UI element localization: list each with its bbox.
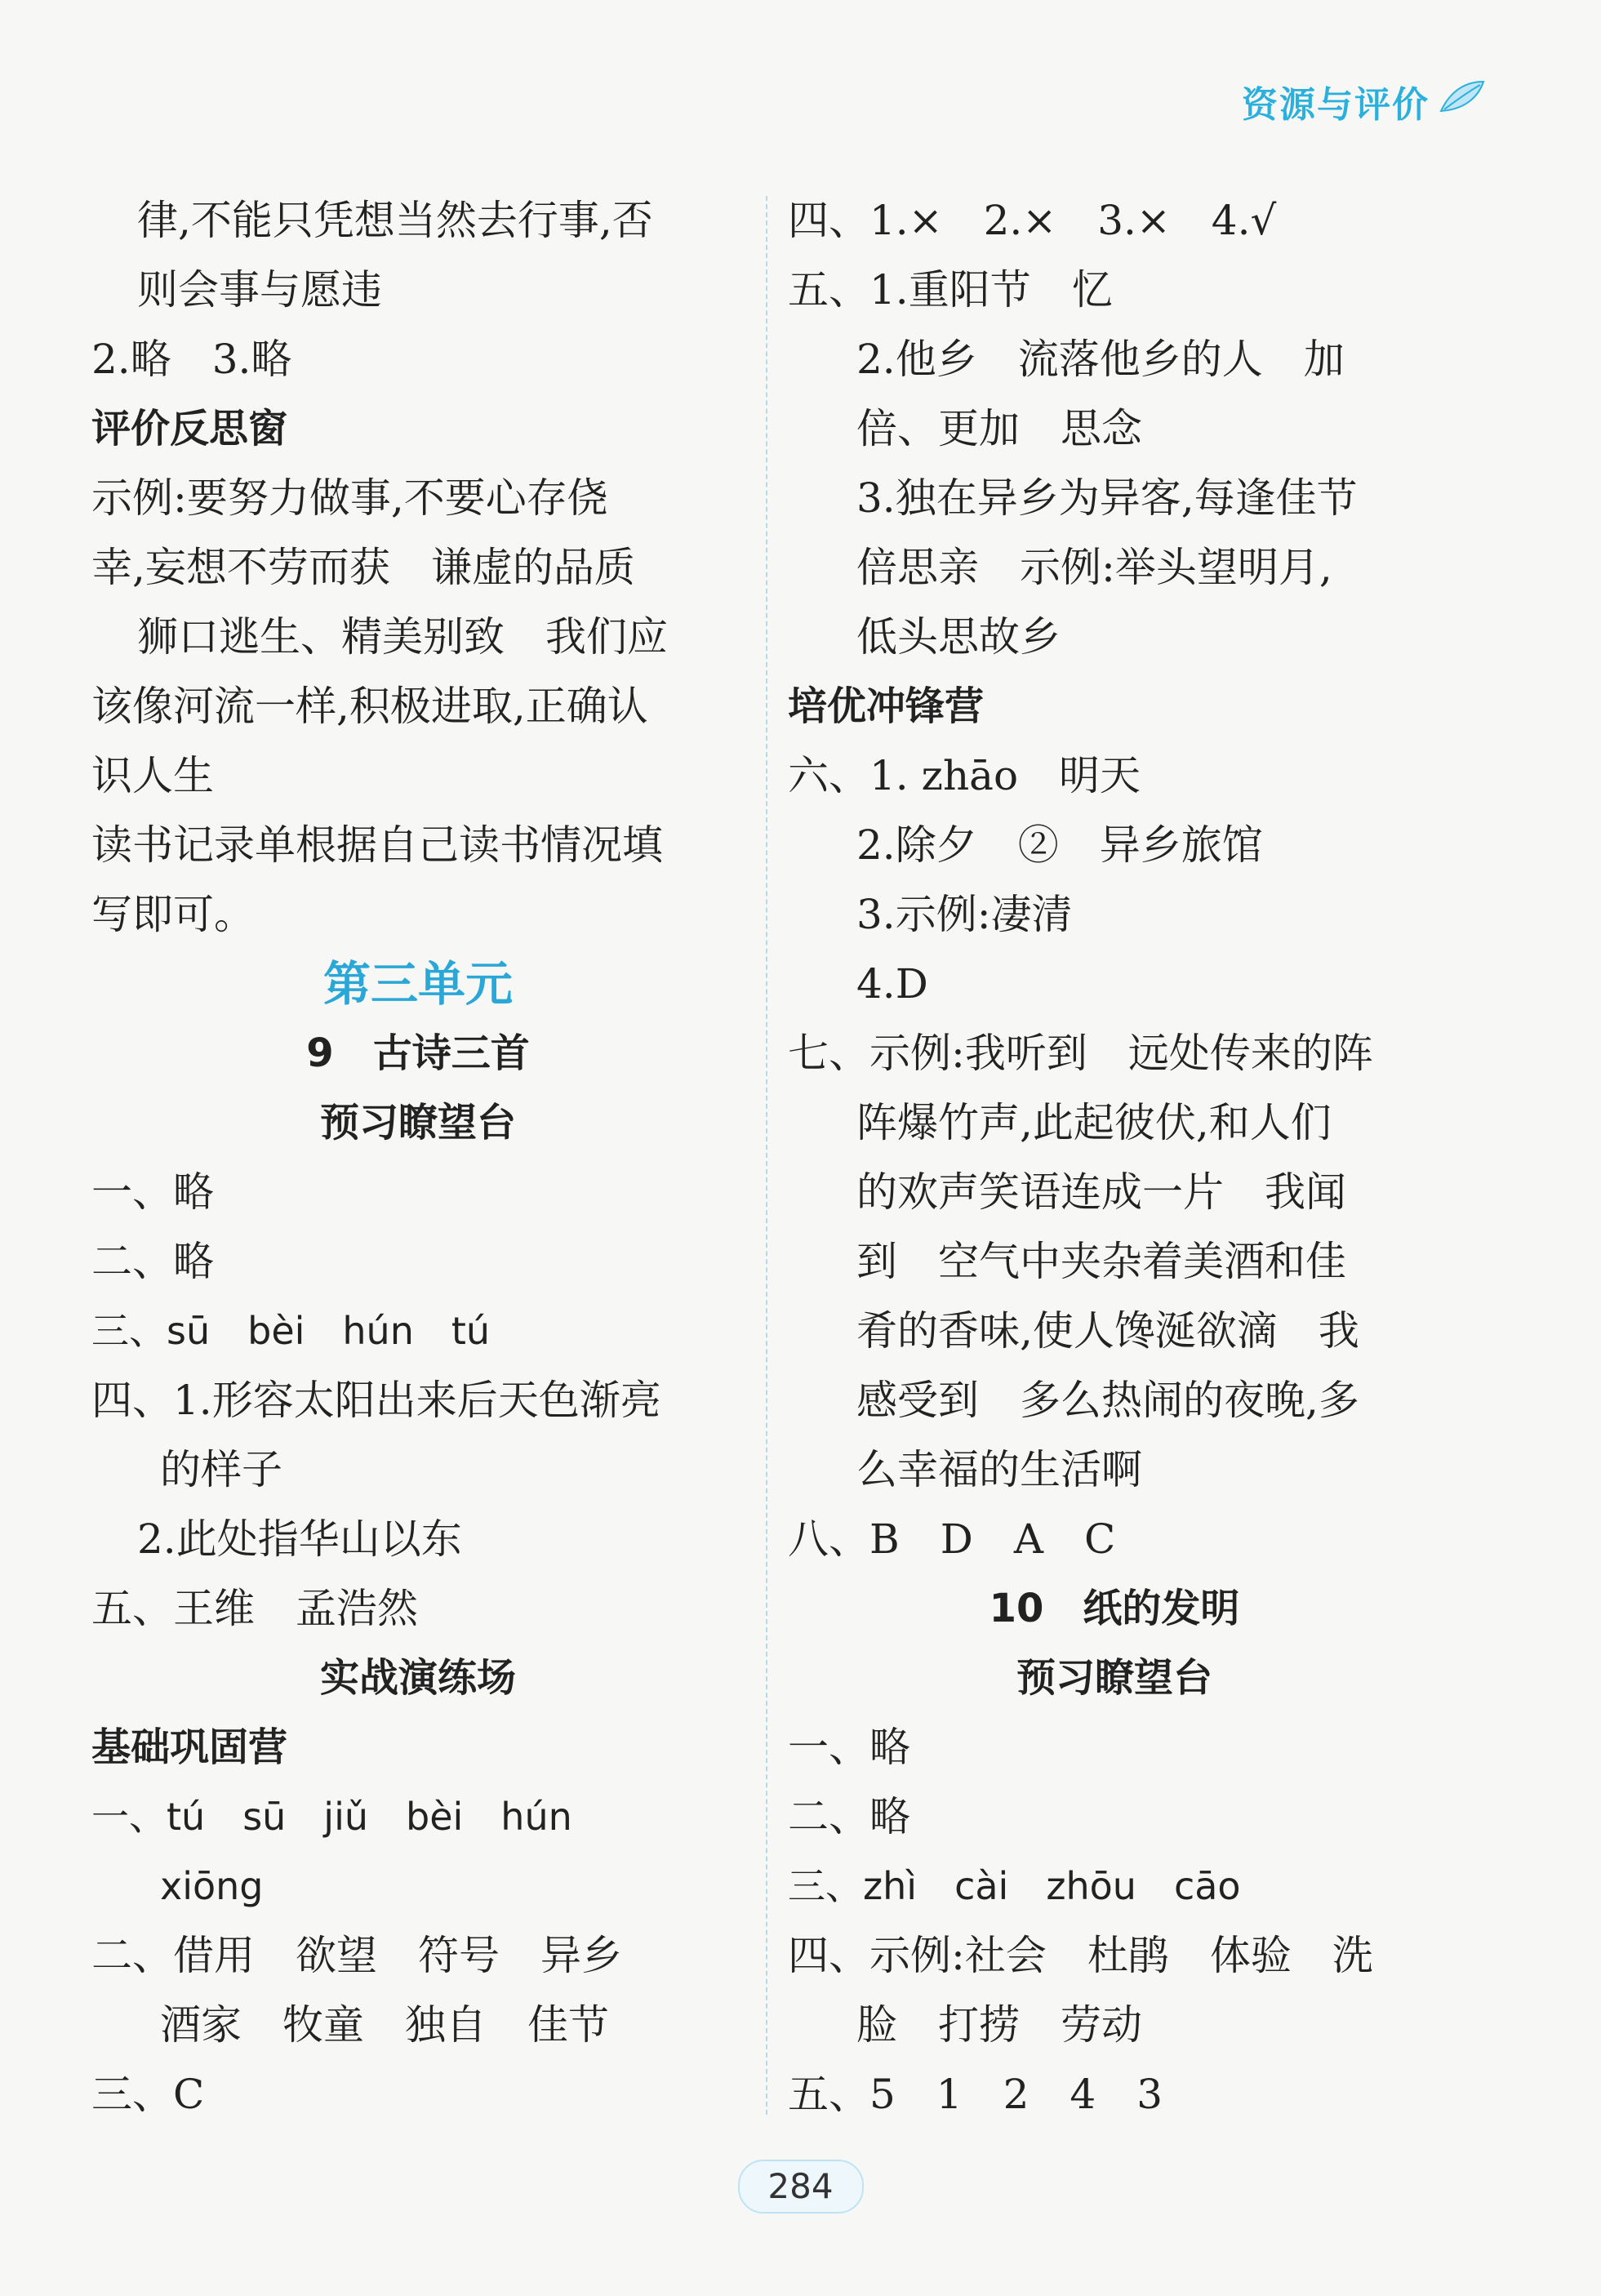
answer-line: 阵爆竹声,此起彼伏,和人们 [856,1099,1332,1146]
answer-line: 三、sū bèi hún tú [91,1309,491,1353]
answer-line: 八、B D A C [788,1515,1116,1563]
column-divider [766,196,767,2115]
answer-line: 一、tú sū jiǔ bèi hún [91,1795,572,1839]
answer-line: 三、zhì cài zhōu cāo [788,1864,1241,1908]
header-title: 资源与评价 [1242,84,1430,126]
answer-line: 二、略 [788,1793,910,1840]
answer-line: 2.除夕 ② 异乡旅馆 [856,821,1263,869]
subsection-heading: 评价反思窗 [91,406,288,452]
answer-line: 二、略 [91,1238,214,1285]
answer-line: 酒家 牧童 独自 佳节 [160,2001,609,2049]
answer-line: 脸 打捞 劳动 [856,2001,1142,2049]
answer-line: 3.独在异乡为异客,每逢佳节 [856,474,1358,522]
answer-line: 六、1. zhāo 明天 [788,752,1141,799]
answer-line: 则会事与愿违 [137,266,382,314]
page-number: 284 [738,2160,864,2214]
answer-line: 幸,妄想不劳而获 谦虚的品质 [91,544,635,591]
answer-line: 感受到 多么热闹的夜晚,多 [856,1377,1359,1424]
lesson-title: 9 古诗三首 [306,1030,530,1076]
answer-line: 倍思亲 示例:举头望明月, [856,544,1332,591]
answer-line: 五、王维 孟浩然 [91,1585,418,1632]
answer-line: 狮口逃生、精美别致 我们应 [137,613,668,661]
subsection-heading: 培优冲锋营 [788,683,985,729]
answer-line: 的欢声笑语连成一片 我闻 [856,1168,1346,1216]
answer-line: 四、1.形容太阳出来后天色渐亮 [91,1377,661,1424]
answer-column-right [788,186,1441,2129]
answer-line: 五、5 1 2 4 3 [788,2071,1163,2118]
answer-column-left [91,186,745,2129]
answer-line: 2.他乡 流落他乡的人 加 [856,336,1345,383]
answer-line: 一、略 [91,1168,214,1216]
answer-line: 肴的香味,使人馋涎欲滴 我 [856,1307,1359,1355]
answer-line: 七、示例:我听到 远处传来的阵 [788,1030,1373,1077]
answer-line: 2.略 3.略 [91,336,292,383]
answer-line: 写即可。 [91,891,255,938]
section-heading: 预习瞭望台 [1016,1655,1212,1701]
unit-title: 第三单元 [322,956,513,1012]
subsection-heading: 基础巩固营 [91,1724,288,1770]
answer-line: 示例:要努力做事,不要心存侥 [91,474,608,522]
answer-line: 4.D [856,960,928,1008]
lesson-title: 10 纸的发明 [989,1586,1240,1631]
answer-line: 一、略 [788,1724,910,1771]
section-heading: 预习瞭望台 [319,1100,516,1146]
answer-line: 律,不能只凭想当然去行事,否 [137,197,653,244]
answer-line: 的样子 [160,1446,282,1493]
answer-line: xiōng [160,1864,264,1908]
answer-line: 3.示例:凄清 [856,891,1073,938]
answer-line: 倍、更加 思念 [856,405,1142,452]
answer-line: 读书记录单根据自己读书情况填 [91,821,663,869]
answer-line: 低头思故乡 [856,613,1061,661]
book-series-header [1242,75,1430,127]
answer-line: 四、示例:社会 杜鹃 体验 洗 [788,1932,1373,1979]
answer-line: 四、1.× 2.× 3.× 4.√ [788,197,1277,244]
answer-line: 三、C [91,2071,205,2118]
answer-line: 二、借用 欲望 符号 异乡 [91,1932,622,1979]
leaf-decoration-icon [1438,78,1487,114]
section-heading: 实战演练场 [319,1655,516,1701]
answer-line: 2.此处指华山以东 [137,1515,462,1563]
answer-line: 到 空气中夹杂着美酒和佳 [856,1238,1346,1285]
answer-line: 该像河流一样,积极进取,正确认 [91,683,648,730]
answer-line: 么幸福的生活啊 [856,1446,1142,1493]
answer-line: 五、1.重阳节 忆 [788,266,1113,314]
answer-line: 识人生 [91,752,214,799]
